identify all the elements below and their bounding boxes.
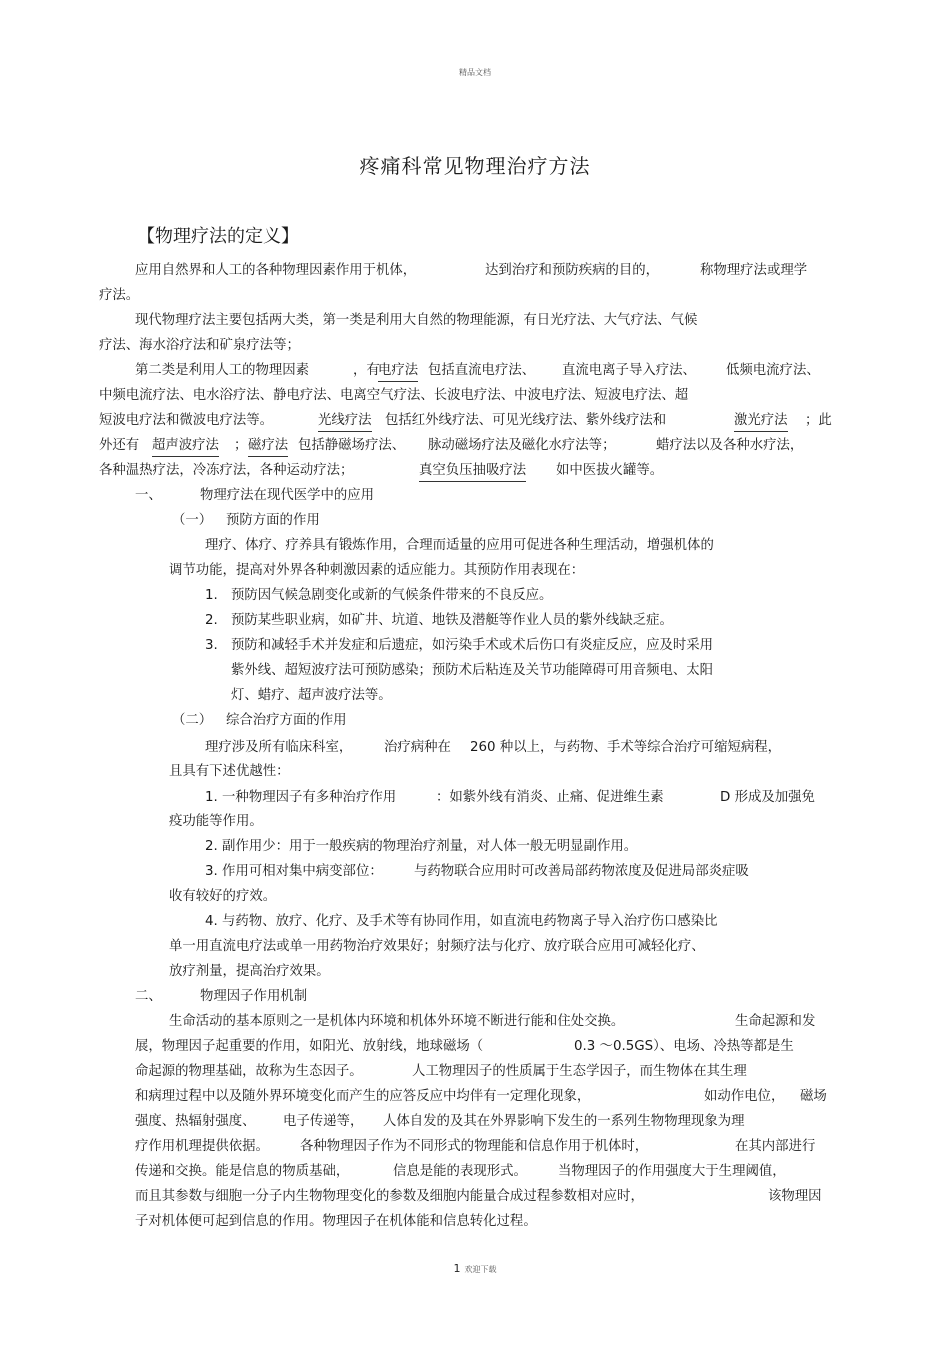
subsection-number: （二） (172, 713, 213, 728)
text-line: 单一用直流电疗法或单一用药物治疗效果好；射频疗法与化疗、放疗联合应用可减轻化疗、 (169, 939, 705, 954)
text-line: 260 种以上，与药物、手术等综合治疗可缩短病程， (470, 740, 782, 755)
text-line: 治疗病种在 (384, 740, 451, 755)
list-number: 3. (205, 638, 218, 653)
list-number: 2. (205, 613, 218, 628)
text-line: 短波电疗法和微波电疗法等。 (99, 413, 274, 428)
text-line: 2. 副作用少：用于一般疾病的物理治疗剂量，对人体一般无明显副作用。 (205, 839, 638, 854)
footer-text: 欢迎下载 (464, 1265, 497, 1274)
text-line: 第二类是利用人工的物理因素 (135, 363, 310, 378)
text-line: 中频电流疗法、电水浴疗法、静电疗法、电离空气疗法、长波电疗法、中波电疗法、短波电疗法、超 (99, 388, 689, 403)
text-line: 0.3 ～0.5GS）、电场、冷热等都是生 (574, 1039, 794, 1054)
text-line: 展，物理因子起重要的作用，如阳光、放射线，地球磁场（ (135, 1039, 484, 1054)
text-line: 而且其参数与细胞一分子内生物物理变化的参数及细胞内能量合成过程参数相对应时， (135, 1189, 644, 1204)
text-line: 磁场 (800, 1089, 827, 1104)
text-line: 疗作用机理提供依据。 (135, 1139, 269, 1154)
text-line: 包括静磁场疗法、 (298, 438, 406, 453)
list-item: 灯、蜡疗、超声波疗法等。 (231, 688, 392, 703)
text-line: 在其内部进行 (735, 1139, 816, 1154)
text-line: 各种温热疗法，冷冻疗法，各种运动疗法； (99, 463, 354, 478)
text-line: 理疗涉及所有临床科室， (205, 740, 353, 755)
underlined-term: 激光疗法 (734, 412, 788, 432)
text-line: ，有 (353, 363, 380, 378)
text-line: 包括直流电疗法、 (428, 363, 536, 378)
text-line: 和病理过程中以及随外界环境变化而产生的应答反应中均伴有一定理化现象， (135, 1089, 591, 1104)
text-line: 现代物理疗法主要包括两大类，第一类是利用大自然的物理能源，有日光疗法、大气疗法、气候 (135, 313, 698, 328)
list-item: 预防和减轻手术并发症和后遗症，如污染手术或术后伤口有炎症反应，应及时采用 (231, 638, 714, 653)
text-line: 包括红外线疗法、可见光线疗法、紫外线疗法和 (385, 413, 667, 428)
text-line: 调节功能，提高对外界各种刺激因素的适应能力。其预防作用表现在： (169, 563, 585, 578)
text-line: 子对机体便可起到信息的作用。物理因子在机体能和信息转化过程。 (135, 1214, 537, 1229)
subsection-title: 综合治疗方面的作用 (226, 713, 347, 728)
underlined-term: 光线疗法 (318, 412, 372, 432)
underlined-term: 电疗法 (378, 362, 418, 382)
text-line: 生命活动的基本原则之一是机体内环境和机体外环境不断进行能和住处交换。 (169, 1014, 625, 1029)
text-line: ； (234, 438, 248, 453)
text-line: 1. 一种物理因子有多种治疗作用 (205, 790, 397, 805)
text-line: 强度、热辐射强度、 (135, 1114, 256, 1129)
text-line: 如中医拔火罐等。 (556, 463, 664, 478)
text-line: 传递和交换。能是信息的物质基础， (135, 1164, 350, 1179)
text-line: 疗法。 (99, 288, 140, 303)
text-line: 疗法、海水浴疗法和矿泉疗法等； (99, 338, 300, 353)
page-footer (0, 1262, 950, 1275)
text-line: 疫功能等作用。 (169, 814, 263, 829)
text-line: 外还有 (99, 438, 140, 453)
text-line: 4. 与药物、放疗、化疗、及手术等有协同作用，如直流电药物离子导入治疗伤口感染比 (205, 914, 718, 929)
text-line: 当物理因子的作用强度大于生理阈值， (558, 1164, 786, 1179)
text-line: 脉动磁场疗法及磁化水疗法等； (428, 438, 616, 453)
section-title: 物理疗法在现代医学中的应用 (200, 488, 375, 503)
text-line: 该物理因 (768, 1189, 822, 1204)
text-line: 应用自然界和人工的各种物理因素作用于机体， (135, 263, 417, 278)
list-item: 预防某些职业病，如矿井、坑道、地铁及潜艇等作业人员的紫外线缺乏症。 (231, 613, 673, 628)
text-line: 生命起源和发 (735, 1014, 816, 1029)
text-line: 低频电流疗法、 (726, 363, 820, 378)
text-line: 理疗、体疗、疗养具有锻炼作用，合理而适量的应用可促进各种生理活动，增强机体的 (205, 538, 714, 553)
list-item: 紫外线、超短波疗法可预防感染；预防术后粘连及关节功能障碍可用音频电、太阳 (231, 663, 714, 678)
section-heading: 【物理疗法的定义】 (137, 226, 299, 247)
text-line: 人工物理因子的性质属于生态学因子，而生物体在其生理 (412, 1064, 747, 1079)
list-number: 1. (205, 588, 218, 603)
text-line: 如动作电位， (704, 1089, 785, 1104)
text-line: 信息是能的表现形式。 (393, 1164, 527, 1179)
underlined-term: 真空负压抽吸疗法 (419, 462, 526, 482)
document-title: 疼痛科常见物理治疗方法 (359, 154, 591, 178)
text-line: 人体自发的及其在外界影响下发生的一系列生物物理现象为理 (383, 1114, 745, 1129)
list-item: 预防因气候急剧变化或新的气候条件带来的不良反应。 (231, 588, 553, 603)
underlined-term: 超声波疗法 (152, 437, 219, 457)
text-line: 且具有下述优越性： (169, 764, 290, 779)
text-line: 与药物联合应用时可改善局部药物浓度及促进局部炎症吸 (414, 864, 749, 879)
page-header: 精品文档 (459, 68, 491, 77)
text-line: 称物理疗法或理学 (700, 263, 808, 278)
text-line: ：如紫外线有消炎、止痛、促进维生素 (436, 790, 664, 805)
text-line: 达到治疗和预防疾病的目的， (485, 263, 660, 278)
underlined-term: 磁疗法 (248, 437, 288, 457)
text-line: 电子传递等， (283, 1114, 364, 1129)
subsection-title: 预防方面的作用 (226, 513, 320, 528)
text-line: ；此 (805, 413, 832, 428)
section-number: 一、 (135, 488, 162, 503)
text-line: 3. 作用可相对集中病变部位： (205, 864, 383, 879)
text-line: 命起源的物理基础，故称为生态因子。 (135, 1064, 363, 1079)
section-title: 物理因子作用机制 (200, 989, 308, 1004)
subsection-number: （一） (172, 513, 213, 528)
text-line: 直流电离子导入疗法、 (562, 363, 696, 378)
text-line: 各种物理因子作为不同形式的物理能和信息作用于机体时， (300, 1139, 649, 1154)
text-line: 放疗剂量，提高治疗效果。 (169, 964, 330, 979)
text-line: D 形成及加强免 (720, 790, 815, 805)
page-number: 1 (453, 1262, 461, 1275)
section-number: 二、 (135, 989, 162, 1004)
text-line: 蜡疗法以及各种水疗法， (656, 438, 804, 453)
text-line: 收有较好的疗效。 (169, 889, 277, 904)
